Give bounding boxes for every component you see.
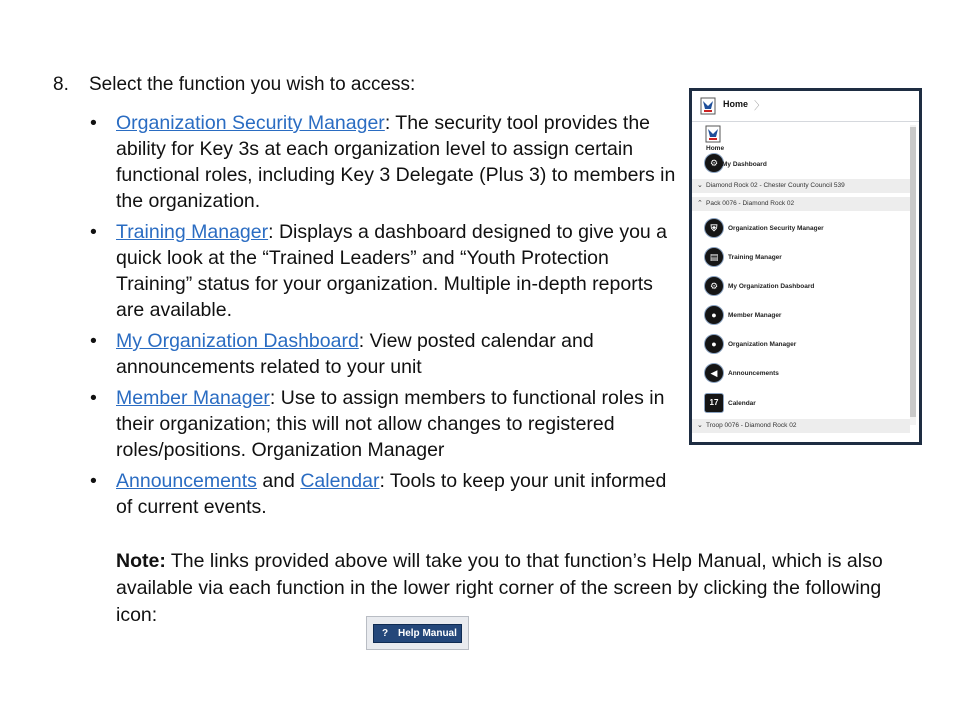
step-text: Select the function you wish to access: [89, 74, 416, 95]
step-heading [53, 72, 415, 98]
menu-screenshot [689, 88, 922, 445]
step-number: 8. [53, 74, 69, 95]
menu-item-label: Member Manager [728, 312, 782, 319]
menu-item-my-dashboard [692, 153, 910, 175]
menu-item-label: Organization Security Manager [728, 225, 824, 232]
menu-item [692, 390, 910, 416]
menu-item [692, 360, 910, 386]
calendar-icon: 17 [704, 393, 724, 413]
scrollbar [910, 125, 916, 425]
list-item: • Announcements and Calendar: Tools to keep your unit informed of current events. [90, 470, 667, 518]
group-label: Diamond Rock 02 - Chester County Council 539 [706, 182, 845, 189]
person-icon: ● [704, 334, 724, 354]
note-label: Note: [116, 550, 166, 572]
menu-item-label: Home [706, 145, 725, 152]
list-item-text: : Tools to keep your unit informed of current events. [116, 470, 667, 518]
list-item: • Organization Security Manager: The security tool provides the ability for Key 3s at each organization level to assign certain functional roles, including Key 3 Delegate (Plus 3) to members in the organization. [90, 112, 676, 212]
breadcrumb-home: Home [723, 99, 749, 109]
announcements-link[interactable]: Announcements [116, 470, 257, 492]
training-manager-link[interactable]: Training Manager [116, 221, 269, 243]
note-paragraph [116, 548, 916, 629]
training-icon: ▤ [704, 247, 724, 267]
menu-item [692, 331, 910, 357]
menu-item-label: My Dashboard [722, 161, 767, 168]
menu-item [692, 215, 910, 241]
member-manager-link[interactable]: Member Manager [116, 387, 270, 409]
megaphone-icon: ◀ [704, 363, 724, 383]
help-manual-button[interactable] [373, 624, 462, 643]
list-item-text: : View posted calendar and announcements related to your unit [116, 330, 594, 378]
chevron-down-icon: ⌄ [697, 182, 703, 189]
chevron-right-icon: 〉 [754, 100, 765, 112]
group-label: Pack 0076 - Diamond Rock 02 [706, 200, 795, 207]
question-icon: ? [381, 628, 389, 639]
group-troop [692, 419, 910, 433]
screenshot-topbar [692, 91, 919, 122]
menu-item-label: My Organization Dashboard [728, 283, 815, 290]
menu-item [692, 302, 910, 328]
shield-icon: ⛨ [704, 218, 724, 238]
list-item-text: : Use to assign members to functional roles in their organization; this will not allow changes to registered roles/positions. Organization Manager [116, 387, 665, 461]
note-text: The links provided above will take you to that function’s Help Manual, which is also available via each function in the lower right corner of the screen by clicking the following icon: [116, 550, 883, 626]
function-list [90, 110, 680, 525]
dashboard-icon: ⚙ [704, 153, 724, 173]
chevron-up-icon: ⌃ [697, 200, 703, 207]
menu-item-label: Announcements [728, 370, 779, 377]
list-item-text: : Displays a dashboard designed to give you a quick look at the “Trained Leaders” and “Youth Protection Training” status for your organization. Multiple in-depth reports are available. [116, 221, 668, 321]
help-manual-button-image [366, 616, 469, 650]
my-organization-dashboard-link[interactable]: My Organization Dashboard [116, 330, 359, 352]
menu-item [692, 244, 910, 270]
group-label: Troop 0076 - Diamond Rock 02 [706, 422, 797, 429]
members-icon: ● [704, 305, 724, 325]
menu-item-label: Calendar [728, 400, 756, 407]
calendar-link[interactable]: Calendar [300, 470, 380, 492]
bsa-logo-icon [705, 125, 721, 143]
menu-item-label: Training Manager [728, 254, 782, 261]
chevron-down-icon: ⌄ [697, 422, 703, 429]
help-manual-label: Help Manual [398, 628, 457, 639]
list-item-text: : The security tool provides the ability for Key 3s at each organization level to assign certain functional roles, including Key 3 Delegate (Plus 3) to members in the organization. [116, 112, 676, 212]
group-council [692, 179, 910, 193]
dashboard-icon: ⚙ [704, 276, 724, 296]
list-item: • Training Manager: Displays a dashboard designed to give you a quick look at the “Trained Leaders” and “Youth Protection Training” status for your organization. Multiple in-depth reports are available. [90, 221, 668, 321]
list-item-text: and [256, 470, 301, 492]
list-item: • Member Manager: Use to assign members to functional roles in their organization; this will not allow changes to registered roles/positions. Organization Manager [90, 387, 665, 461]
menu-item [692, 273, 910, 299]
organization-security-manager-link[interactable]: Organization Security Manager [116, 112, 385, 134]
menu-item-label: Organization Manager [728, 341, 797, 348]
list-item: • My Organization Dashboard: View posted calendar and announcements related to your unit [90, 330, 594, 378]
group-pack [692, 197, 910, 211]
bsa-logo-icon [700, 97, 716, 115]
menu-item-home [692, 125, 910, 152]
